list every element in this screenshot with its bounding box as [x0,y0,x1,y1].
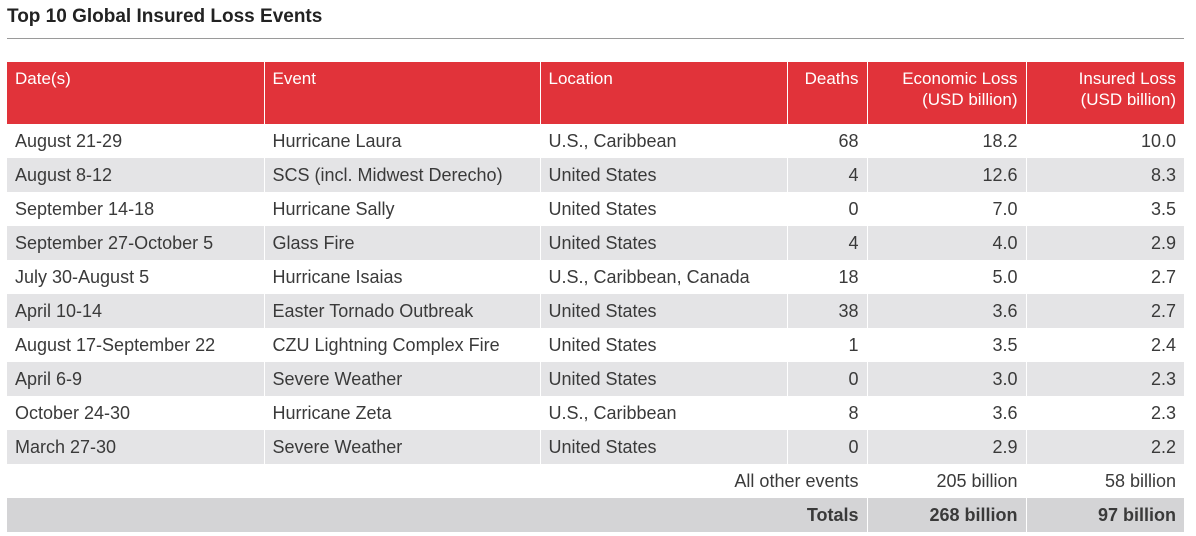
cell-deaths: 0 [787,430,867,464]
cell-event: Easter Tornado Outbreak [264,294,540,328]
cell-economic-loss: 4.0 [867,226,1026,260]
header-deaths: Deaths [787,62,867,124]
cell-deaths: 1 [787,328,867,362]
cell-economic-loss: 2.9 [867,430,1026,464]
cell-date: September 14-18 [15,199,155,219]
cell-event: Severe Weather [264,430,540,464]
header-economic-line2: (USD billion) [922,90,1018,109]
cell-economic-loss: 3.0 [867,362,1026,396]
cell-event: SCS (incl. Midwest Derecho) [264,158,540,192]
cell-economic-loss: 5.0 [867,260,1026,294]
cell-deaths: 4 [787,226,867,260]
cell-date: April 6-9 [7,362,264,396]
cell-economic-loss: 3.6 [867,396,1026,430]
cell-location: United States [540,294,787,328]
table-row [7,294,1184,328]
table-row [7,430,1184,464]
header-insured-line2: (USD billion) [1080,90,1176,109]
cell-location: United States [540,192,787,226]
cell-deaths: 0 [787,192,867,226]
table-row [7,328,1184,362]
cell-economic-loss: 7.0 [867,192,1026,226]
title-divider [7,38,1184,39]
cell-deaths: 8 [787,396,867,430]
cell-event: Hurricane Isaias [264,260,540,294]
cell-location: United States [540,158,787,192]
cell-deaths: 38 [787,294,867,328]
header-insured-loss [1026,62,1184,124]
cell-deaths: 4 [787,158,867,192]
header-row [7,62,1184,124]
cell-location: U.S., Caribbean [540,396,787,430]
cell-deaths: 68 [787,124,867,158]
cell-date: August 17-September 22 [15,335,216,355]
totals-label: Totals [7,498,867,532]
cell-date: March 27-30 [7,430,264,464]
cell-date: July 30-August 5 [15,267,150,287]
table-row [7,362,1184,396]
table-row [7,124,1184,158]
cell-event: Glass Fire [264,226,540,260]
cell-deaths: 0 [787,362,867,396]
totals-insured-loss: 97 billion [1026,498,1184,532]
cell-event: Hurricane Sally [264,192,540,226]
cell-deaths: 18 [787,260,867,294]
cell-insured-loss: 2.7 [1026,294,1184,328]
cell-date: August 8-12 [7,158,264,192]
cell-insured-loss: 2.7 [1026,260,1184,294]
cell-insured-loss: 2.9 [1026,226,1184,260]
table-row [7,192,1184,226]
cell-date: August 21-29 [15,131,123,151]
table-row [7,260,1184,294]
cell-location: United States [540,226,787,260]
cell-event: CZU Lightning Complex Fire [264,328,540,362]
cell-insured-loss: 3.5 [1026,192,1184,226]
cell-economic-loss: 18.2 [867,124,1026,158]
cell-insured-loss: 2.4 [1026,328,1184,362]
cell-date: April 10-14 [7,294,264,328]
cell-insured-loss: 2.3 [1026,396,1184,430]
cell-economic-loss: 3.6 [867,294,1026,328]
header-event: Event [264,62,540,124]
cell-insured-loss: 10.0 [1026,124,1184,158]
other-events-label: All other events [734,471,859,491]
cell-insured-loss: 2.2 [1026,430,1184,464]
cell-location: U.S., Caribbean [540,124,787,158]
header-economic-loss [867,62,1026,124]
cell-event: Severe Weather [264,362,540,396]
header-location: Location [540,62,787,124]
cell-insured-loss: 2.3 [1026,362,1184,396]
cell-location: U.S., Caribbean, Canada [540,260,787,294]
totals-row [7,498,1184,532]
cell-location: United States [540,328,787,362]
other-events-row [7,464,1184,498]
table-row [7,396,1184,430]
cell-insured-loss: 8.3 [1026,158,1184,192]
page-title: Top 10 Global Insured Loss Events [7,6,323,27]
other-economic-loss: 205 billion [867,464,1026,498]
other-insured-loss: 58 billion [1026,464,1184,498]
cell-location: United States [540,430,787,464]
table-row [7,226,1184,260]
cell-economic-loss: 12.6 [867,158,1026,192]
cell-location: United States [540,362,787,396]
totals-economic-loss: 268 billion [867,498,1026,532]
header-insured-line1: Insured Loss [1078,69,1176,88]
cell-date: October 24-30 [15,403,131,423]
header-date: Date(s) [7,62,264,124]
table-row [7,158,1184,192]
cell-event: Hurricane Laura [264,124,540,158]
cell-date: September 27-October 5 [7,226,264,260]
cell-event: Hurricane Zeta [264,396,540,430]
cell-economic-loss: 3.5 [867,328,1026,362]
loss-events-table [7,62,1184,532]
header-economic-line1: Economic Loss [902,69,1018,88]
